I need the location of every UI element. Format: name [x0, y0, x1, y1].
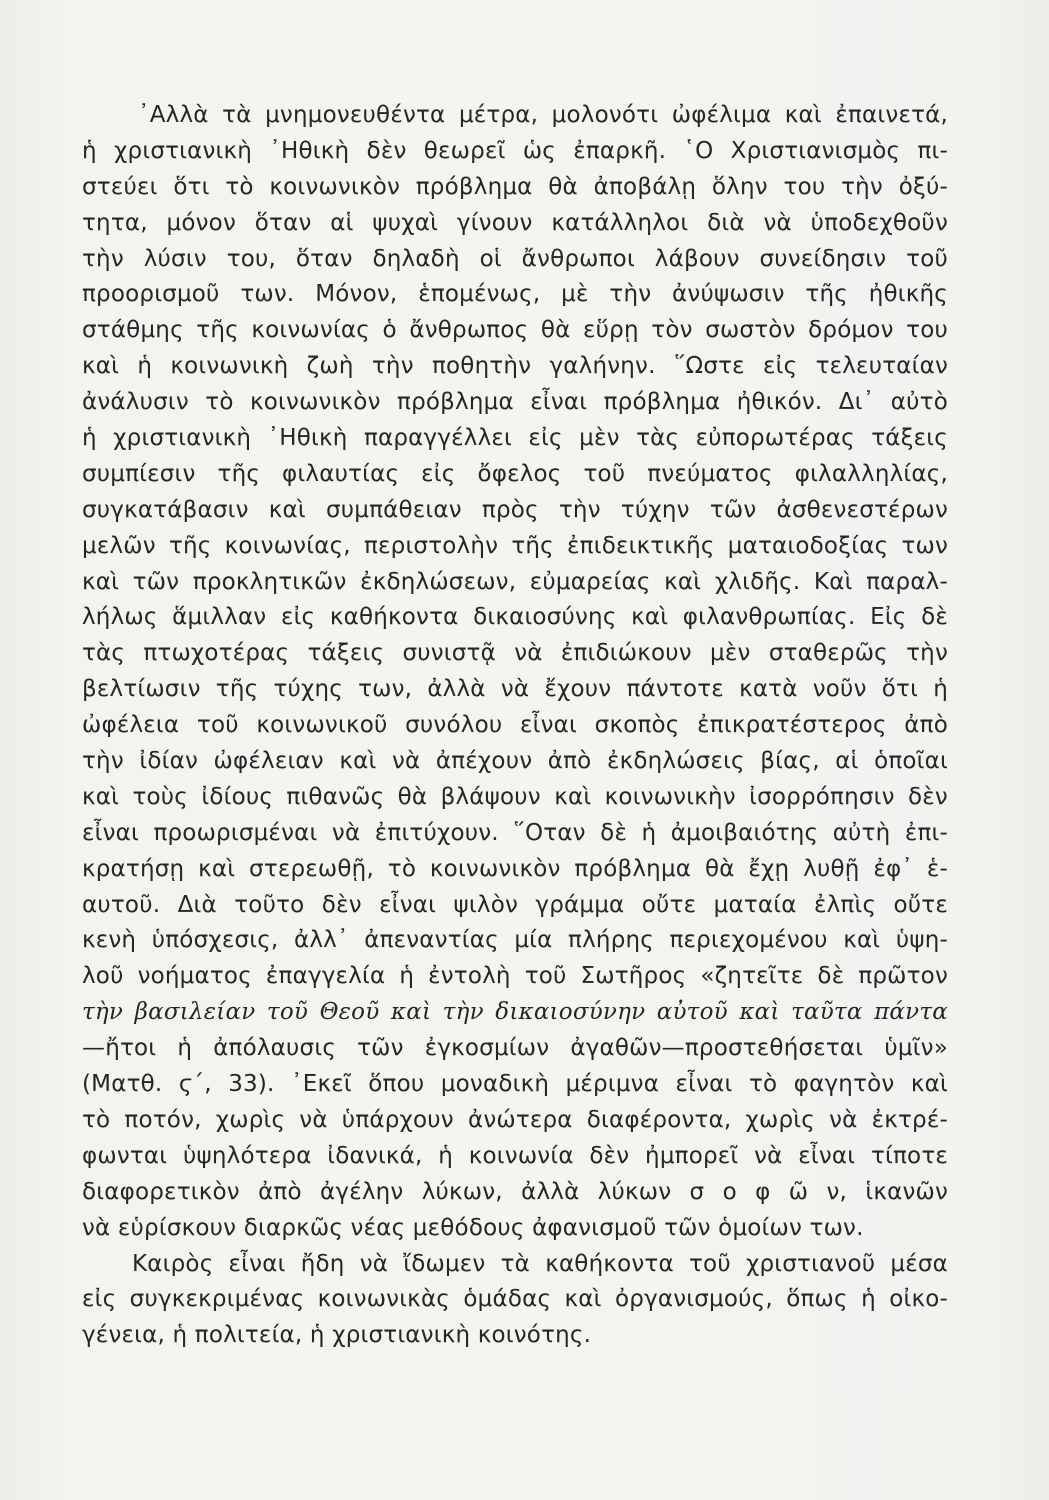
- text-line: τὸ ποτόν, χωρὶς νὰ ὑπάρχουν ἀνώτερα διαφέροντα, χωρὶς νὰ ἐκτρέ-: [82, 1106, 948, 1133]
- body-text: [82, 98, 948, 1354]
- text-line: στάθμης τῆς κοινωνίας ὁ ἄνθρωπος θὰ εὕρῃ τὸν σωστὸν δρόμον του: [82, 317, 948, 344]
- text-line: εἰς συγκεκριμένας κοινωνικὰς ὁμάδας καὶ ὀργανισμούς, ὅπως ἡ οἰκο-: [82, 1286, 948, 1313]
- text-line: Καιρὸς εἶναι ἤδη νὰ ἴδωμεν τὰ καθήκοντα τοῦ χριστιανοῦ μέσα: [132, 1250, 948, 1277]
- text-line: καὶ τοὺς ἰδίους πιθανῶς θὰ βλάψουν καὶ κοινωνικὴν ἰσορρόπησιν δὲν: [82, 783, 948, 810]
- text-line: ἡ χριστιανικὴ ᾿Ηθικὴ παραγγέλλει εἰς μὲν τὰς εὐπορωτέρας τάξεις: [82, 425, 948, 452]
- text-line: συγκατάβασιν καὶ συμπάθειαν πρὸς τὴν τύχην τῶν ἀσθενεστέρων: [82, 496, 948, 523]
- paragraph-1: [82, 98, 948, 1247]
- text-line: —ἤτοι ἡ ἀπόλαυσις τῶν ἐγκοσμίων ἀγαθῶν—προστεθήσεται ὑμῖν»: [82, 1035, 948, 1062]
- text-line-quote: τὴν βασιλείαν τοῦ Θεοῦ καὶ τὴν δικαιοσύνην αὐτοῦ καὶ ταῦτα πάντα: [82, 999, 948, 1026]
- paragraph-2: [82, 1247, 948, 1355]
- text-line: τητα, μόνον ὅταν αἱ ψυχαὶ γίνουν κατάλληλοι διὰ νὰ ὑποδεχθοῦν: [82, 209, 948, 236]
- text-line: ᾿Αλλὰ τὰ μνημονευθέντα μέτρα, μολονότι ὠφέλιμα καὶ ἐπαινετά,: [138, 102, 948, 128]
- text-line: αυτοῦ. Διὰ τοῦτο δὲν εἶναι ψιλὸν γράμμα οὔτε ματαία ἐλπὶς οὔτε: [82, 891, 948, 918]
- text-line: (Ματθ. ϛ΄, 33). ᾿Εκεῖ ὅπου μοναδικὴ μέριμνα εἶναι τὸ φαγητὸν καὶ: [82, 1071, 948, 1098]
- text-line: φωνται ὑψηλότερα ἰδανικά, ἡ κοινωνία δὲν ἠμπορεῖ νὰ εἶναι τίποτε: [82, 1142, 948, 1169]
- text-line: κενὴ ὑπόσχεσις, ἀλλ᾿ ἀπεναντίας μία πλήρης περιεχομένου καὶ ὑψη-: [82, 927, 948, 954]
- text-line: λήλως ἅμιλλαν εἰς καθήκοντα δικαιοσύνης καὶ φιλανθρωπίας. Εἰς δὲ: [82, 604, 948, 631]
- text-line: ἡ χριστιανικὴ ᾿Ηθικὴ δὲν θεωρεῖ ὡς ἐπαρκῆ. ῾Ο Χριστιανισμὸς πι-: [82, 137, 948, 164]
- text-line: συμπίεσιν τῆς φιλαυτίας εἰς ὄφελος τοῦ πνεύματος φιλαλληλίας,: [82, 460, 948, 487]
- text-line: τὰς πτωχοτέρας τάξεις συνιστᾷ νὰ ἐπιδιώκουν μὲν σταθερῶς τὴν: [82, 640, 948, 667]
- text-line: τὴν ἰδίαν ὠφέλειαν καὶ νὰ ἀπέχουν ἀπὸ ἐκδηλώσεις βίας, αἱ ὁποῖαι: [82, 748, 948, 775]
- text-line: εἶναι προωρισμέναι νὰ ἐπιτύχουν. ῞Οταν δὲ ἡ ἀμοιβαιότης αὐτὴ ἐπι-: [82, 819, 948, 846]
- text-line: μελῶν τῆς κοινωνίας, περιστολὴν τῆς ἐπιδεικτικῆς ματαιοδοξίας των: [82, 532, 948, 559]
- text-line: ἀνάλυσιν τὸ κοινωνικὸν πρόβλημα εἶναι πρόβλημα ἠθικόν. Δι᾿ αὐτὸ: [82, 389, 948, 416]
- text-line: τὴν λύσιν του, ὅταν δηλαδὴ οἱ ἄνθρωποι λάβουν συνείδησιν τοῦ: [82, 245, 948, 272]
- text-line: στεύει ὅτι τὸ κοινωνικὸν πρόβλημα θὰ ἀποβάλῃ ὅλην του τὴν ὀξύ-: [82, 173, 948, 200]
- text-line: καὶ ἡ κοινωνικὴ ζωὴ τὴν ποθητὴν γαλήνην. ῞Ωστε εἰς τελευταίαν: [82, 353, 948, 380]
- text-line: κρατήσῃ καὶ στερεωθῇ, τὸ κοινωνικὸν πρόβλημα θὰ ἔχῃ λυθῇ ἐφ᾿ ἑ-: [82, 855, 948, 882]
- text-line: λοῦ νοήματος ἐπαγγελία ἡ ἐντολὴ τοῦ Σωτῆρος «ζητεῖτε δὲ πρῶτον: [82, 963, 948, 990]
- text-line: ὠφέλεια τοῦ κοινωνικοῦ συνόλου εἶναι σκοπὸς ἐπικρατέστερος ἀπὸ: [82, 712, 948, 739]
- text-line: γένεια, ἡ πολιτεία, ἡ χριστιανικὴ κοινότης.: [82, 1322, 592, 1349]
- text-line: βελτίωσιν τῆς τύχης των, ἀλλὰ νὰ ἔχουν πάντοτε κατὰ νοῦν ὅτι ἡ: [82, 676, 948, 703]
- text-line: καὶ τῶν προκλητικῶν ἐκδηλώσεων, εὐμαρείας καὶ χλιδῆς. Καὶ παραλ-: [82, 568, 948, 595]
- text-line: προορισμοῦ των. Μόνον, ἑπομένως, μὲ τὴν ἀνύψωσιν τῆς ἠθικῆς: [82, 281, 948, 308]
- text-line: νὰ εὑρίσκουν διαρκῶς νέας μεθόδους ἀφανισμοῦ τῶν ὁμοίων των.: [82, 1214, 864, 1241]
- text-line: διαφορετικὸν ἀπὸ ἀγέλην λύκων, ἀλλὰ λύκων σ ο φ ῶ ν, ἱκανῶν: [82, 1178, 948, 1205]
